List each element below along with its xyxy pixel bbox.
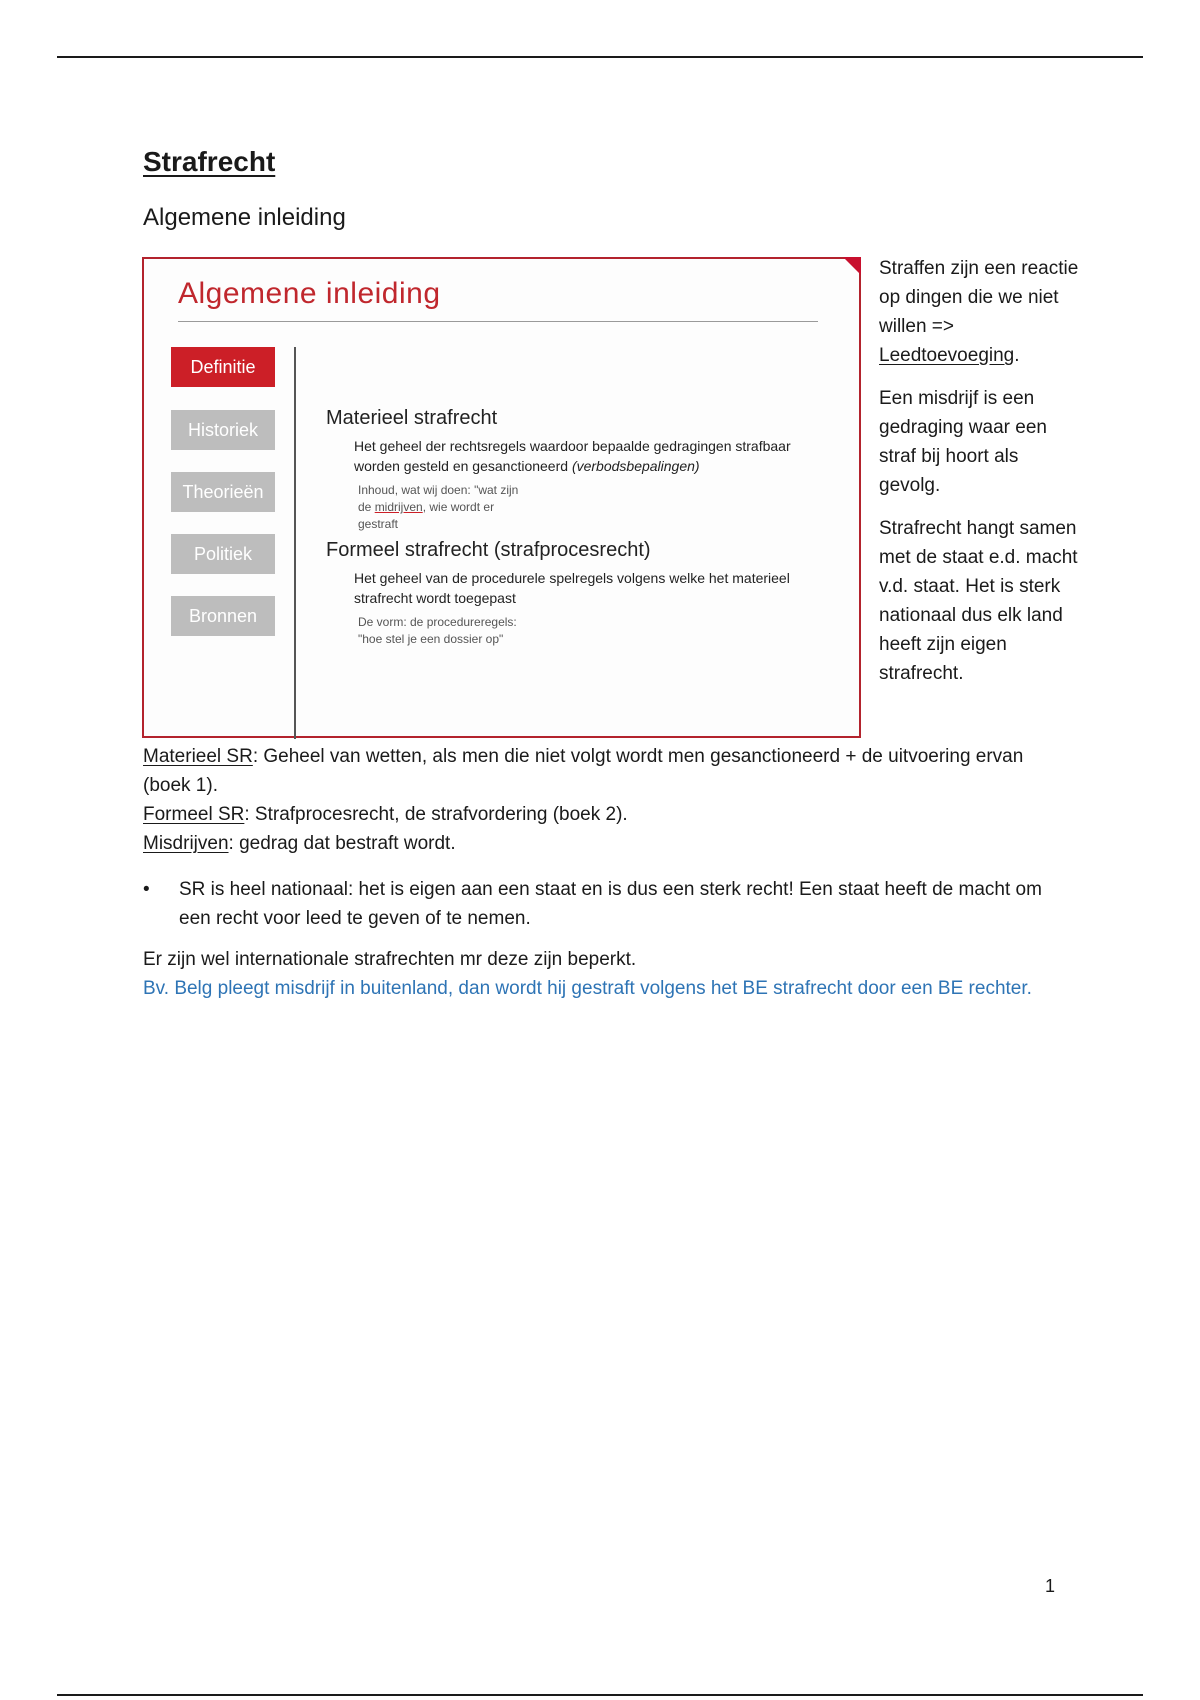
leedtoevoeging-term: Leedtoevoeging: [879, 345, 1015, 366]
header-rule: [57, 56, 1143, 58]
document-body: [143, 742, 1063, 1003]
slide-title-rule: [178, 321, 818, 322]
example-text: Bv. Belg pleegt misdrijf in buitenland, dan wordt hij gestraft volgens het BE strafrecht door een BE rechter.: [143, 978, 1032, 999]
definition-formeel: [143, 800, 1063, 829]
note-line-2: "hoe stel je een dossier op": [358, 632, 504, 646]
bullet-dot: •: [143, 879, 150, 900]
section-note-materieel: [358, 482, 528, 533]
slide-divider: [294, 347, 296, 739]
definition-text: : gedrag dat bestraft wordt.: [228, 833, 456, 854]
definition-text: : Geheel van wetten, als men die niet volgt wordt men gesanctioneerd + de uitvoering ervan (boek 1).: [143, 746, 1024, 796]
slide-nav-theorieen[interactable]: Theorieën: [171, 472, 275, 512]
note-line-1: De vorm: de procedureregels:: [358, 615, 517, 629]
section-text-materieel: [354, 436, 836, 476]
slide-image: [142, 257, 861, 738]
side-note-strafrecht: Strafrecht hangt samen met de staat e.d. macht v.d. staat. Het is sterk nationaal dus elk land heeft zijn eigen strafrecht.: [879, 518, 1078, 684]
definition-term: Materieel SR: [143, 746, 253, 767]
side-note-straffen: [879, 254, 1079, 370]
bullet-text: SR is heel nationaal: het is eigen aan een staat en is dus een sterk recht! Een staat heeft de macht om een recht voor leed te geven of te nemen.: [179, 879, 1042, 929]
definition-term: Misdrijven: [143, 833, 229, 854]
side-note-misdrijf: Een misdrijf is een gedraging waar een straf bij hoort als gevolg.: [879, 388, 1047, 496]
side-notes: [879, 254, 1079, 702]
slide-title: Algemene inleiding: [178, 277, 441, 310]
slide-nav-historiek[interactable]: Historiek: [171, 410, 275, 450]
document-subtitle: Algemene inleiding: [143, 204, 346, 231]
section-text-formeel: Het geheel van de procedurele spelregels volgens welke het materieel strafrecht wordt toegepast: [354, 570, 790, 606]
section-text-materieel-italic: (verbodsbepalingen): [571, 458, 700, 474]
side-note-straffen-text: Straffen zijn een reactie op dingen die we niet willen =>: [879, 258, 1079, 337]
note-text-start: Inhoud, wat wij doen: "wat zijn de: [358, 483, 519, 514]
slide-nav-bronnen[interactable]: Bronnen: [171, 596, 275, 636]
section-text-materieel-main: Het geheel der rechtsregels waardoor bepaalde gedragingen strafbaar worden gesteld en gesanctioneerd: [354, 438, 791, 474]
definition-misdrijven: [143, 829, 1063, 858]
definition-text: : Strafprocesrecht, de strafvordering (boek 2).: [244, 804, 628, 825]
section-note-formeel: [358, 614, 836, 648]
footer-rule: [57, 1694, 1143, 1696]
bullet-item: [143, 875, 1063, 933]
note-text-underlined: midrijven: [374, 500, 423, 514]
slide-corner-marker: [843, 257, 861, 275]
paragraph-international: Er zijn wel internationale strafrechten mr deze zijn beperkt.: [143, 949, 637, 970]
document-title: Strafrecht: [143, 146, 276, 177]
section-heading-formeel: Formeel strafrecht (strafprocesrecht): [326, 539, 651, 561]
side-note-straffen-end: .: [1014, 345, 1020, 366]
slide-nav-definitie[interactable]: Definitie: [171, 347, 275, 387]
slide-nav: [171, 347, 275, 658]
note-text-end: , wie wordt er gestraft: [358, 500, 495, 531]
definition-term: Formeel SR: [143, 804, 245, 825]
definition-materieel: [143, 742, 1063, 800]
slide-nav-politiek[interactable]: Politiek: [171, 534, 275, 574]
slide-content: [326, 407, 836, 648]
section-heading-materieel: Materieel strafrecht: [326, 407, 498, 429]
page-number: 1: [1045, 1576, 1056, 1596]
